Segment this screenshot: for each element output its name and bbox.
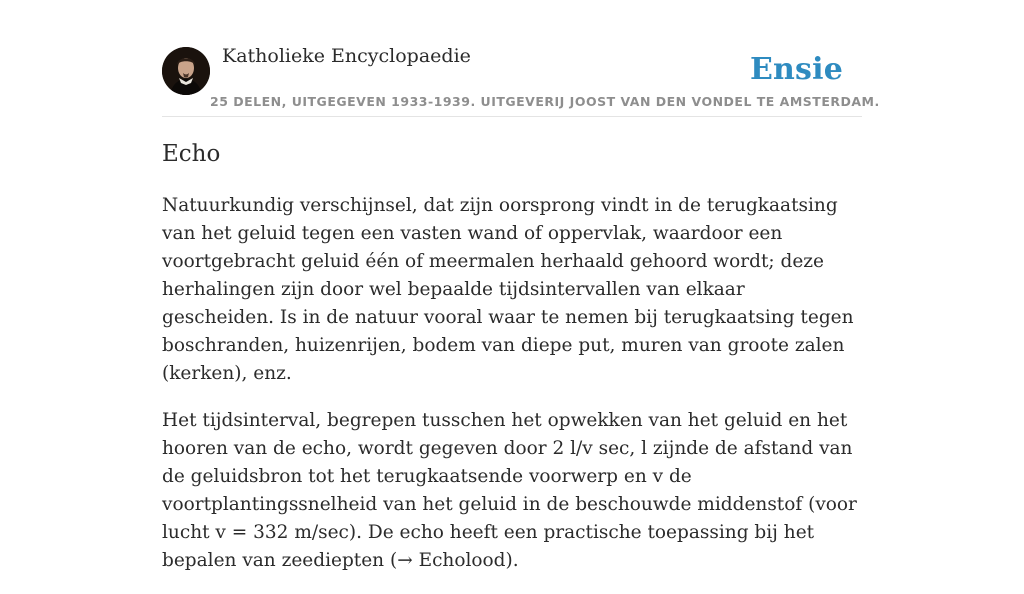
header bbox=[162, 0, 880, 117]
brand-logo[interactable]: Ensie bbox=[749, 52, 843, 87]
portrait-icon bbox=[162, 47, 210, 95]
entry-title: Echo bbox=[162, 141, 221, 167]
paragraph: Natuurkundig verschijnsel, dat zijn oorsprong vindt in de terugkaatsing van het geluid tegen een vasten wand of oppervlak, waardoor een voortgebracht geluid één of meermalen herhaald gehoord wordt; deze herhalingen zijn door wel bepaalde tijdsintervallen van elkaar gescheiden. Is in de natuur vooral waar te nemen bij terugkaatsing tegen boschranden, huizenrijen, bodem van diepe put, muren van groote zalen (kerken), enz. bbox=[162, 195, 854, 384]
entry-body bbox=[162, 192, 862, 594]
page bbox=[162, 0, 880, 571]
portrait-avatar[interactable] bbox=[162, 47, 210, 95]
paragraph: Het tijdsinterval, begrepen tusschen het opwekken van het geluid en het hooren van de echo, wordt gegeven door 2 l/v sec, l zijnde de afstand van de geluidsbron tot het terugkaatsende voorwerp en v de voortplantingssnelheid van het geluid in de beschouwde middenstof (voor lucht v = 332 m/sec). De echo heeft een practische toepassing bij het bepalen van zeediepten (→ Echolood). bbox=[162, 410, 857, 571]
source-title[interactable]: Katholieke Encyclopaedie bbox=[222, 45, 471, 67]
source-subtitle: 25 DELEN, UITGEGEVEN 1933-1939. UITGEVERIJ JOOST VAN DEN VONDEL TE AMSTERDAM. bbox=[210, 94, 880, 109]
